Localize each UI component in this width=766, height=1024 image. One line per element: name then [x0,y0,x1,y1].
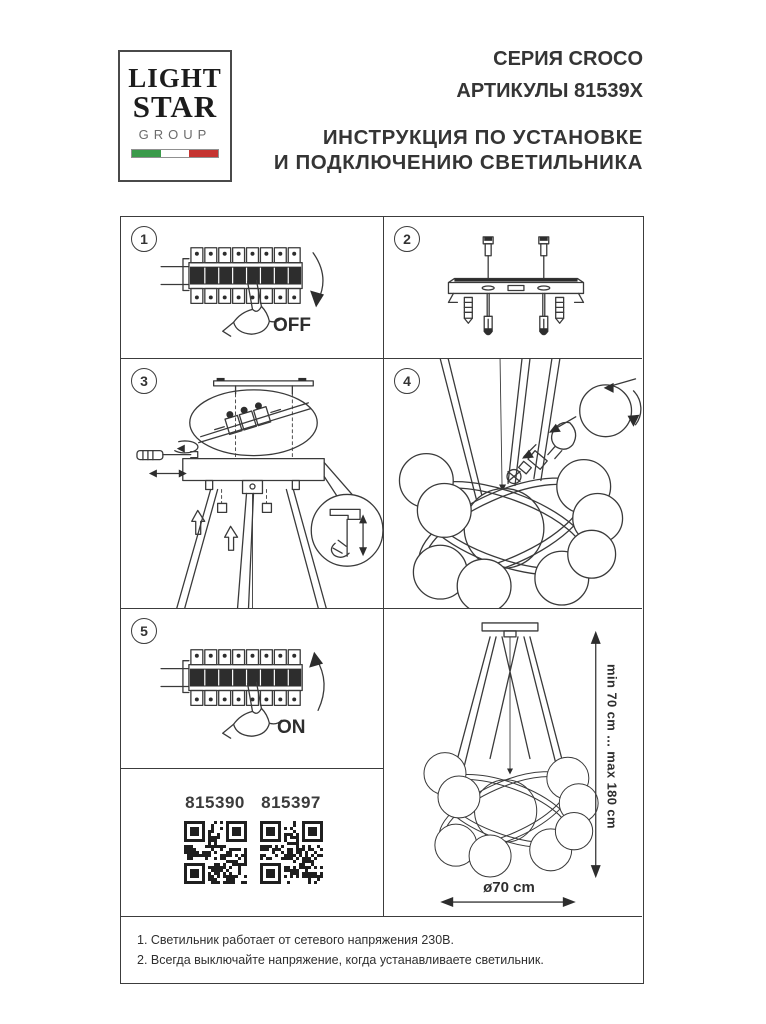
breaker-off-label: OFF [273,315,311,336]
diameter-label: ø70 cm [483,879,535,896]
qr-codes-panel [121,769,384,917]
canopy-wiring-illustration [121,359,383,608]
logo-word-group: GROUP [138,127,212,142]
chandelier-assembly-illustration [384,359,642,608]
step-5-badge: 5 [131,618,157,644]
step-2-badge: 2 [394,226,420,252]
breaker-on-illustration [121,609,383,768]
step-5-panel [121,609,384,769]
article-number: АРТИКУЛЫ 81539X [456,80,643,102]
series-title: СЕРИЯ CROCO [493,48,643,70]
breaker-on-label: ON [277,717,306,738]
qr-code-item [180,793,250,889]
step-1-panel [121,217,384,359]
instruction-title [240,125,643,175]
step-2-panel [384,217,642,359]
logo-word-light: LIGHT [128,63,222,93]
instruction-title-line2: И ПОДКЛЮЧЕНИЮ СВЕТИЛЬНИКА [273,151,643,174]
note-line: 2. Всегда выключайте напряжение, когда устанавливаете светильник. [137,953,544,967]
instruction-title-line1: ИНСТРУКЦИЯ ПО УСТАНОВКЕ [322,126,643,149]
notes-panel [121,917,642,982]
chandelier-dimensions-illustration [384,609,642,916]
note-line: 1. Светильник работает от сетевого напряжения 230В. [137,933,454,947]
qr-code-number: 815390 [185,793,245,812]
mounting-plate-illustration [384,217,642,358]
qr-code-item [256,793,326,889]
instruction-steps-grid [120,216,644,984]
step-4-panel [384,359,642,609]
italian-flag-stripe [131,149,219,158]
height-range-label: min 70 cm ... max 180 cm [604,664,620,829]
step-1-badge: 1 [131,226,157,252]
step-3-panel [121,359,384,609]
dimensions-panel [384,609,642,917]
step-3-badge: 3 [131,368,157,394]
step-4-badge: 4 [394,368,420,394]
qr-code-number: 815397 [261,793,321,812]
qr-code-image [260,821,323,884]
breaker-off-illustration [121,217,383,358]
qr-code-image [184,821,247,884]
lightstar-logo [118,50,232,182]
header-titles [240,48,643,175]
logo-word-star: STAR [132,89,218,124]
